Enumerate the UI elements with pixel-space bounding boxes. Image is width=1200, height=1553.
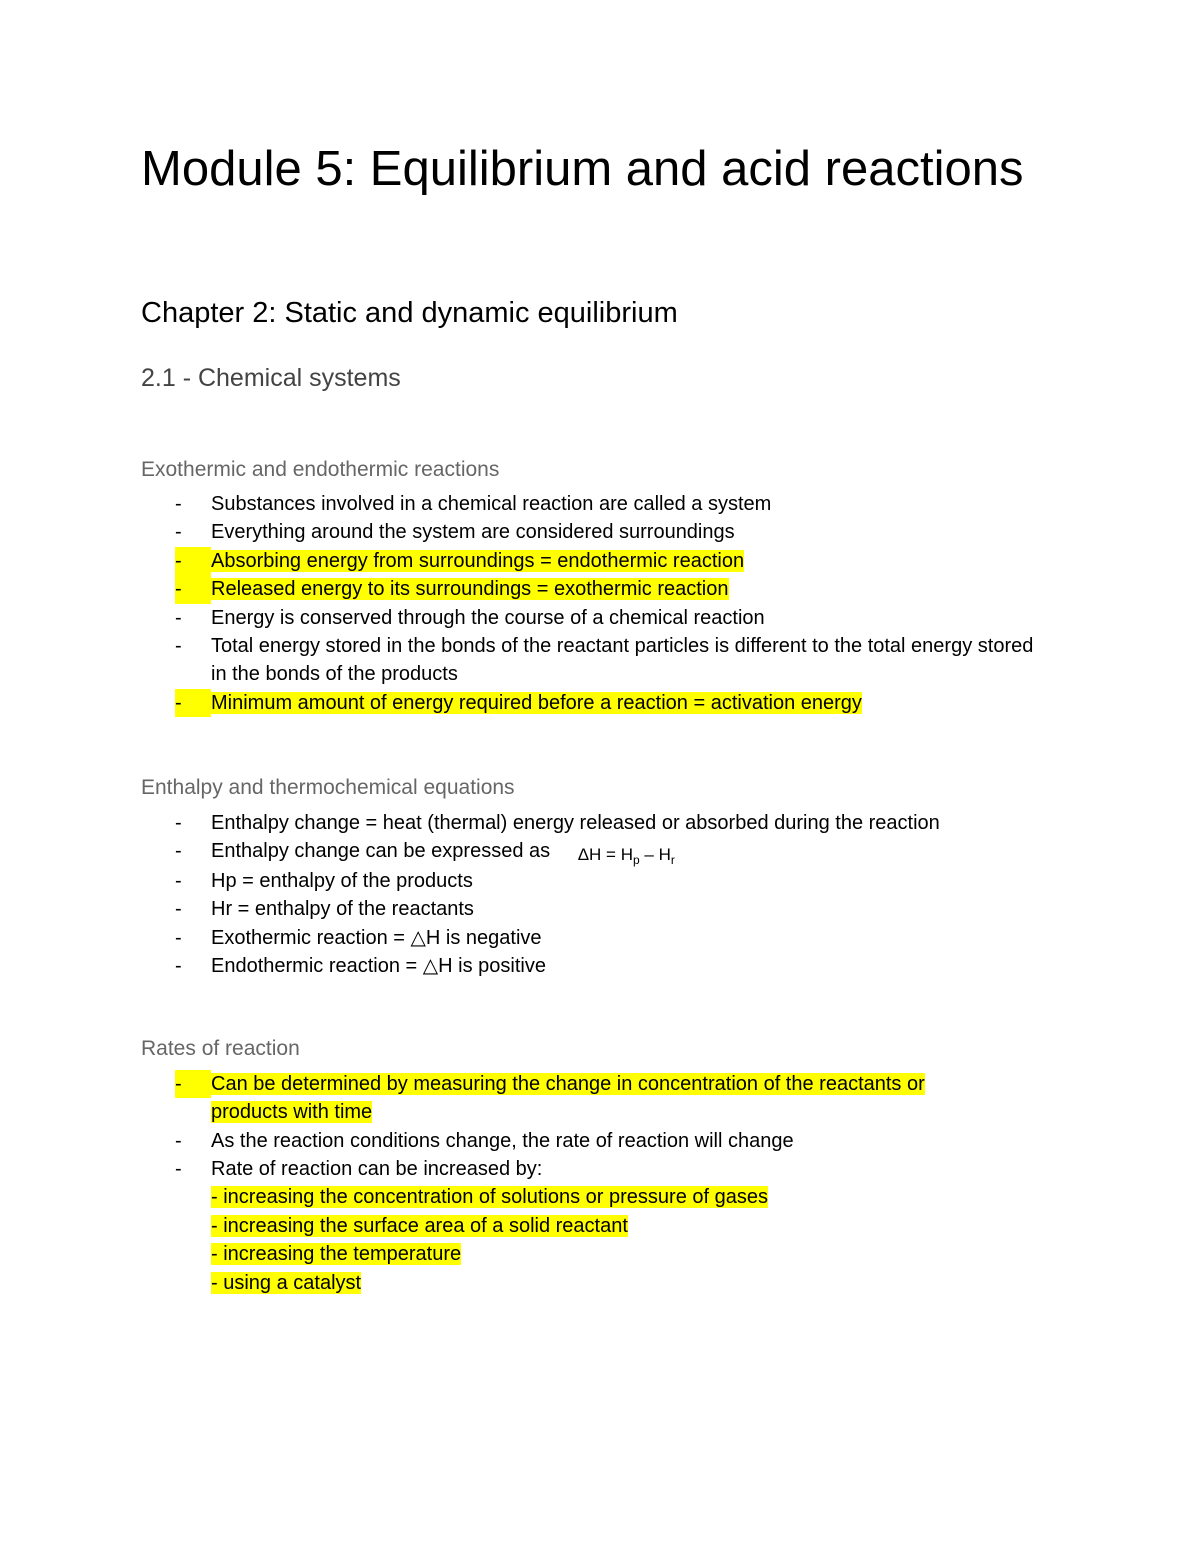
rates-list <box>0 1070 1100 1184</box>
list-item <box>0 924 1100 952</box>
chapter-heading: Chapter 2: Static and dynamic equilibrium <box>141 297 678 329</box>
list-item-text: Can be determined by measuring the change in concentration of the reactants or products with time <box>211 1073 925 1124</box>
list-item-text: Released energy to its surroundings = exothermic reaction <box>211 578 729 601</box>
list-item-highlighted <box>0 575 1100 603</box>
bullet-dash: - <box>175 606 182 629</box>
enthalpy-section-title: Enthalpy and thermochemical equations <box>141 776 515 799</box>
bullet-dash: - <box>175 926 182 949</box>
list-item <box>0 604 1100 632</box>
bullet-dash: - <box>175 812 182 834</box>
enthalpy-formula: $\Delta H = H_p - H_r$ <box>577 845 675 868</box>
list-item-highlighted <box>0 689 1100 717</box>
sub-list-item: - increasing the concentration of solutions or pressure of gases <box>211 1186 768 1208</box>
list-item-text: Exothermic reaction = △H is negative <box>211 926 542 949</box>
bullet-dash: - <box>175 493 182 515</box>
list-item <box>0 952 1100 980</box>
list-item <box>0 1127 1100 1155</box>
exo-list <box>0 490 1100 717</box>
sub-list-item: - using a catalyst <box>211 1271 362 1294</box>
list-item <box>0 867 1100 895</box>
rates-section-title: Rates of reaction <box>141 1037 300 1060</box>
bullet-dash: - <box>175 898 182 921</box>
list-item-text: Hr = enthalpy of the reactants <box>211 898 474 921</box>
list-item-text: Energy is conserved through the course of a chemical reaction <box>211 606 765 629</box>
list-item <box>0 809 1100 837</box>
list-item <box>0 895 1100 923</box>
bullet-dash: - <box>175 1158 182 1181</box>
sub-list-item: - increasing the temperature <box>211 1243 462 1266</box>
list-item <box>0 490 1100 518</box>
bullet-dash: - <box>175 1070 211 1098</box>
list-item-text: Absorbing energy from surroundings = endothermic reaction <box>211 549 745 572</box>
list-item-text: Substances involved in a chemical reaction are called a system <box>211 493 772 515</box>
bullet-dash: - <box>175 869 182 892</box>
list-item-text: Minimum amount of energy required before a reaction = activation energy <box>211 691 862 714</box>
bullet-dash: - <box>175 547 211 575</box>
bullet-dash: - <box>175 575 211 603</box>
bullet-dash: - <box>175 955 182 978</box>
bullet-dash: - <box>175 840 182 863</box>
bullet-dash: - <box>175 521 182 544</box>
rates-sub-list <box>0 1183 1100 1297</box>
list-item-text: Hp = enthalpy of the products <box>211 869 473 892</box>
exo-section-title: Exothermic and endothermic reactions <box>141 458 500 481</box>
list-item-text: Everything around the system are considered surroundings <box>211 521 735 544</box>
bullet-dash: - <box>175 635 182 658</box>
list-item-text: Endothermic reaction = △H is positive <box>211 955 546 978</box>
list-item <box>0 632 1100 689</box>
list-item-text: As the reaction conditions change, the rate of reaction will change <box>211 1129 794 1152</box>
list-item <box>0 518 1100 546</box>
bullet-dash: - <box>175 1129 182 1152</box>
page-title: Module 5: Equilibrium and acid reactions <box>141 142 1024 196</box>
list-item <box>0 837 1100 866</box>
section-heading: 2.1 - Chemical systems <box>141 364 401 392</box>
list-item-text: Rate of reaction can be increased by: <box>211 1158 543 1181</box>
list-item-highlighted <box>0 1070 1100 1127</box>
list-item-highlighted <box>0 547 1100 575</box>
bullet-dash: - <box>175 689 211 717</box>
enthalpy-list <box>0 809 1100 980</box>
sub-list-item: - increasing the surface area of a solid reactant <box>211 1214 628 1237</box>
list-item-text: Enthalpy change = heat (thermal) energy released or absorbed during the reaction <box>211 812 940 834</box>
list-item <box>0 1155 1100 1183</box>
list-item-text: Total energy stored in the bonds of the reactant particles is different to the total energy stored in the bonds of the products <box>211 635 1034 686</box>
list-item-text: Enthalpy change can be expressed as <box>211 840 551 863</box>
